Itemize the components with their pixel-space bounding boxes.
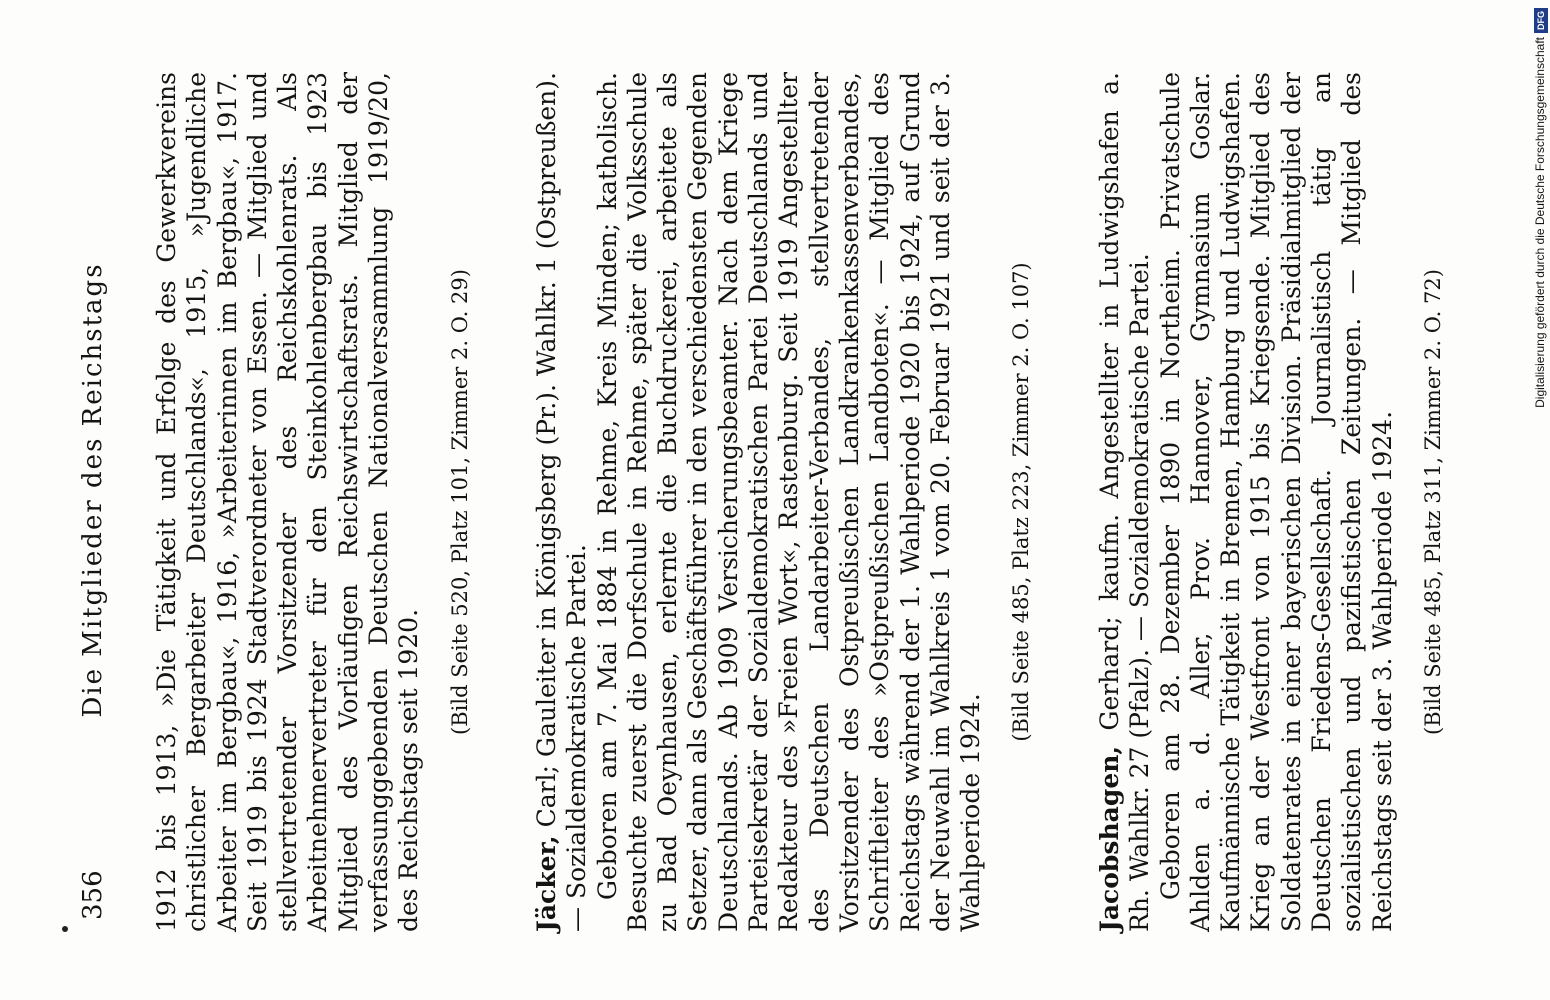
member-intro: Gerhard; kaufm. Angestellter in Ludwigshafen a. Rh. Wahlkr. 27 (Pfalz). — Sozialdemokratische Partei. [1095, 71, 1155, 932]
page-header [72, 50, 118, 930]
member-name: Jacobshagen, [1095, 745, 1124, 932]
digitization-credit [1529, 8, 1550, 998]
biography-entry-jacobshagen [1095, 72, 1448, 932]
member-name: Jäcker, [532, 835, 561, 932]
biography-paragraph: Geboren am 28. Dezember 1890 in Northeim. Privatschule Ahlden a. d. Aller, Prov. Hannover, Gymnasium Goslar. Kaufmännische Tätigkeit in Bremen, Hamburg und Ludwigshafen. Krieg an der Westfront von 1915 bis Kriegsende. Mitglied des Soldatenrates in einer bayerischen Division. Präsidialmitglied der Deutschen Friedens-Gesellschaft. Journalistisch tätig an sozialistischen und pazifistischen Zeitungen. — Mitglied des Reichstags seit der 3. Wahlperiode 1924. [1155, 72, 1397, 932]
entry-heading [532, 72, 593, 932]
dfg-logo: DFG [1534, 8, 1548, 33]
photo-reference: (Bild Seite 520, Platz 101, Zimmer 2. O. 29) [447, 269, 472, 735]
biography-entry-continued [152, 72, 475, 932]
page-mark-dot [62, 926, 68, 932]
running-title: Die Mitglieder des Reichstags [78, 262, 108, 718]
photo-reference: (Bild Seite 485, Platz 311, Zimmer 2. O. 72) [1420, 269, 1445, 735]
credit-text: Digitalisierung gefördert durch die Deutsche Forschungsgemeinschaft [1533, 37, 1547, 408]
biography-paragraph: 1912 bis 1913, »Die Tätigkeit und Erfolge des Gewerkvereins christlicher Bergarbeiter Deutschlands«, 1915, »Jugendliche Arbeiter im Bergbau«, 1916, »Arbeiterinnen im Bergbau«, 1917. Seit 1919 bis 1924 Stadtverordneter von Essen. — Mitglied und stellvertretender Vorsitzender des Reichskohlenrats. Als Arbeitnehmervertreter für den Steinkohlenbergbau bis 1923 Mitglied des Vorläufigen Reichswirtschaftsrats. Mitglied der verfassunggebenden Deutschen Nationalversammlung 1919/20, des Reichstags seit 1920. [152, 72, 424, 932]
page-number: 356 [78, 870, 108, 920]
biography-entry-jaecker [532, 72, 1037, 932]
photo-reference: (Bild Seite 485, Platz 223, Zimmer 2. O. 107) [1009, 262, 1034, 742]
member-intro: Carl; Gauleiter in Königsberg (Pr.). Wahlkr. 1 (Ostpreußen). — Sozialdemokratische Partei. [532, 72, 592, 932]
entry-heading [1095, 72, 1156, 932]
biography-paragraph: Geboren am 7. Mai 1884 in Rehme, Kreis Minden; katholisch. Besuchte zuerst die Dorfschule in Rehme, später die Volksschule zu Bad Oeynhausen, erlernte die Buchdruckerei, arbeitete als Setzer, dann als Geschäftsführer in den verschiedensten Gegenden Deutschlands. Ab 1909 Versicherungsbeamter. Nach dem Kriege Parteisekretär der Sozialdemokratischen Partei Deutschlands und Redakteur des »Freien Wort«, Rastenburg. Seit 1919 Angestellter des Deutschen Landarbeiter-Verbandes, stellvertretender Vorsitzender des Ostpreußischen Landkrankenkassenverbandes, Schriftleiter des »Ostpreußischen Landboten«. — Mitglied des Reichstags während der 1. Wahlperiode 1920 bis 1924, auf Grund der Neuwahl im Wahlkreis 1 vom 20. Februar 1921 und seit der 3. Wahlperiode 1924. [592, 72, 986, 932]
